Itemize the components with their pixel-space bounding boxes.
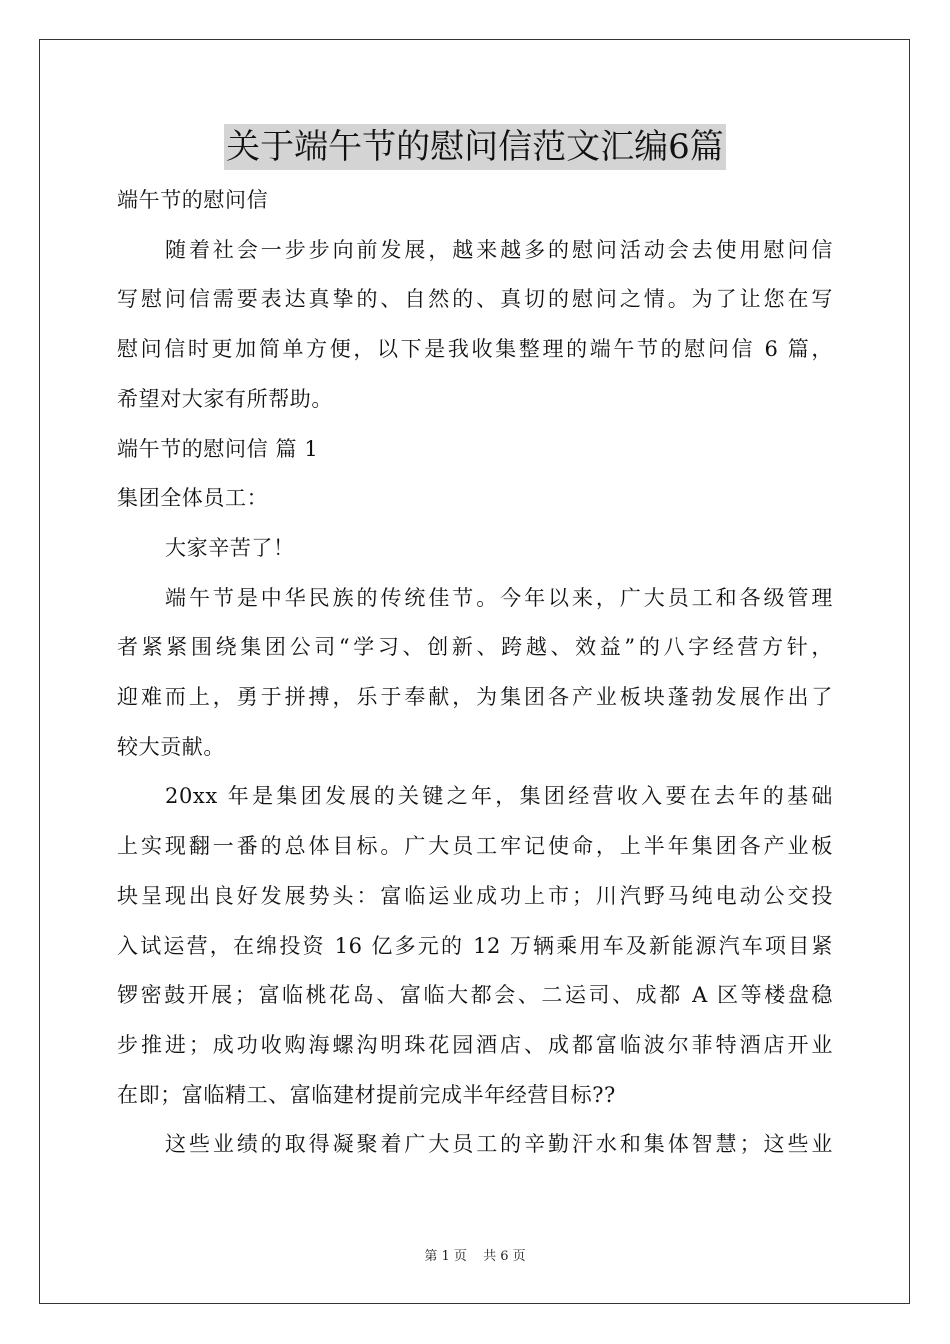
document-body (117, 176, 833, 1170)
paragraph-line: 块呈现出良好发展势头：富临运业成功上市；川汽野马纯电动公交投 (117, 883, 833, 908)
paragraph-line: 上实现翻一番的总体目标。广大员工牢记使命，上半年集团各产业板 (117, 834, 833, 859)
greeting-line: 大家辛苦了！ (165, 535, 295, 560)
title-container (0, 124, 950, 170)
paragraph-line: 希望对大家有所帮助。 (117, 386, 333, 411)
paragraph-line: 慰问信时更加简单方便，以下是我收集整理的端午节的慰问信 6 篇， (117, 337, 833, 362)
paragraph-line: 步推进；成功收购海螺沟明珠花园酒店、成都富临波尔菲特酒店开业 (117, 1032, 833, 1057)
paragraph-line: 锣密鼓开展；富临桃花岛、富临大都会、二运司、成都 A 区等楼盘稳 (117, 983, 833, 1008)
paragraph-line: 随着社会一步步向前发展，越来越多的慰问活动会去使用慰问信 (165, 237, 833, 262)
paragraph-line: 者紧紧围绕集团公司“学习、创新、跨越、效益”的八字经营方针， (117, 635, 833, 660)
section-heading: 端午节的慰问信 (117, 188, 269, 212)
paragraph-line: 端午节是中华民族的传统佳节。今年以来，广大员工和各级管理 (165, 585, 833, 610)
salutation: 集团全体员工： (117, 486, 269, 511)
page-number: 第 1 页 (424, 1249, 467, 1264)
paragraph-line: 20xx 年是集团发展的关键之年，集团经营收入要在去年的基础 (165, 784, 833, 809)
page-total: 共 6 页 (483, 1249, 526, 1264)
paragraph-line: 写慰问信需要表达真挚的、自然的、真切的慰问之情。为了让您在写 (117, 287, 833, 312)
paragraph-line: 在即；富临精工、富临建材提前完成半年经营目标?? (117, 1082, 616, 1107)
paragraph-line: 这些业绩的取得凝聚着广大员工的辛勤汗水和集体智慧；这些业 (165, 1132, 833, 1157)
section-heading: 端午节的慰问信 篇 1 (117, 436, 319, 461)
paragraph-line: 入试运营，在绵投资 16 亿多元的 12 万辆乘用车及新能源汽车项目紧 (117, 933, 833, 958)
paragraph-line: 较大贡献。 (117, 734, 225, 759)
paragraph-line: 迎难而上，勇于拼搏，乐于奉献，为集团各产业板块蓬勃发展作出了 (117, 685, 833, 710)
document-title: 关于端午节的慰问信范文汇编6篇 (224, 124, 726, 170)
page-footer (0, 1248, 950, 1266)
